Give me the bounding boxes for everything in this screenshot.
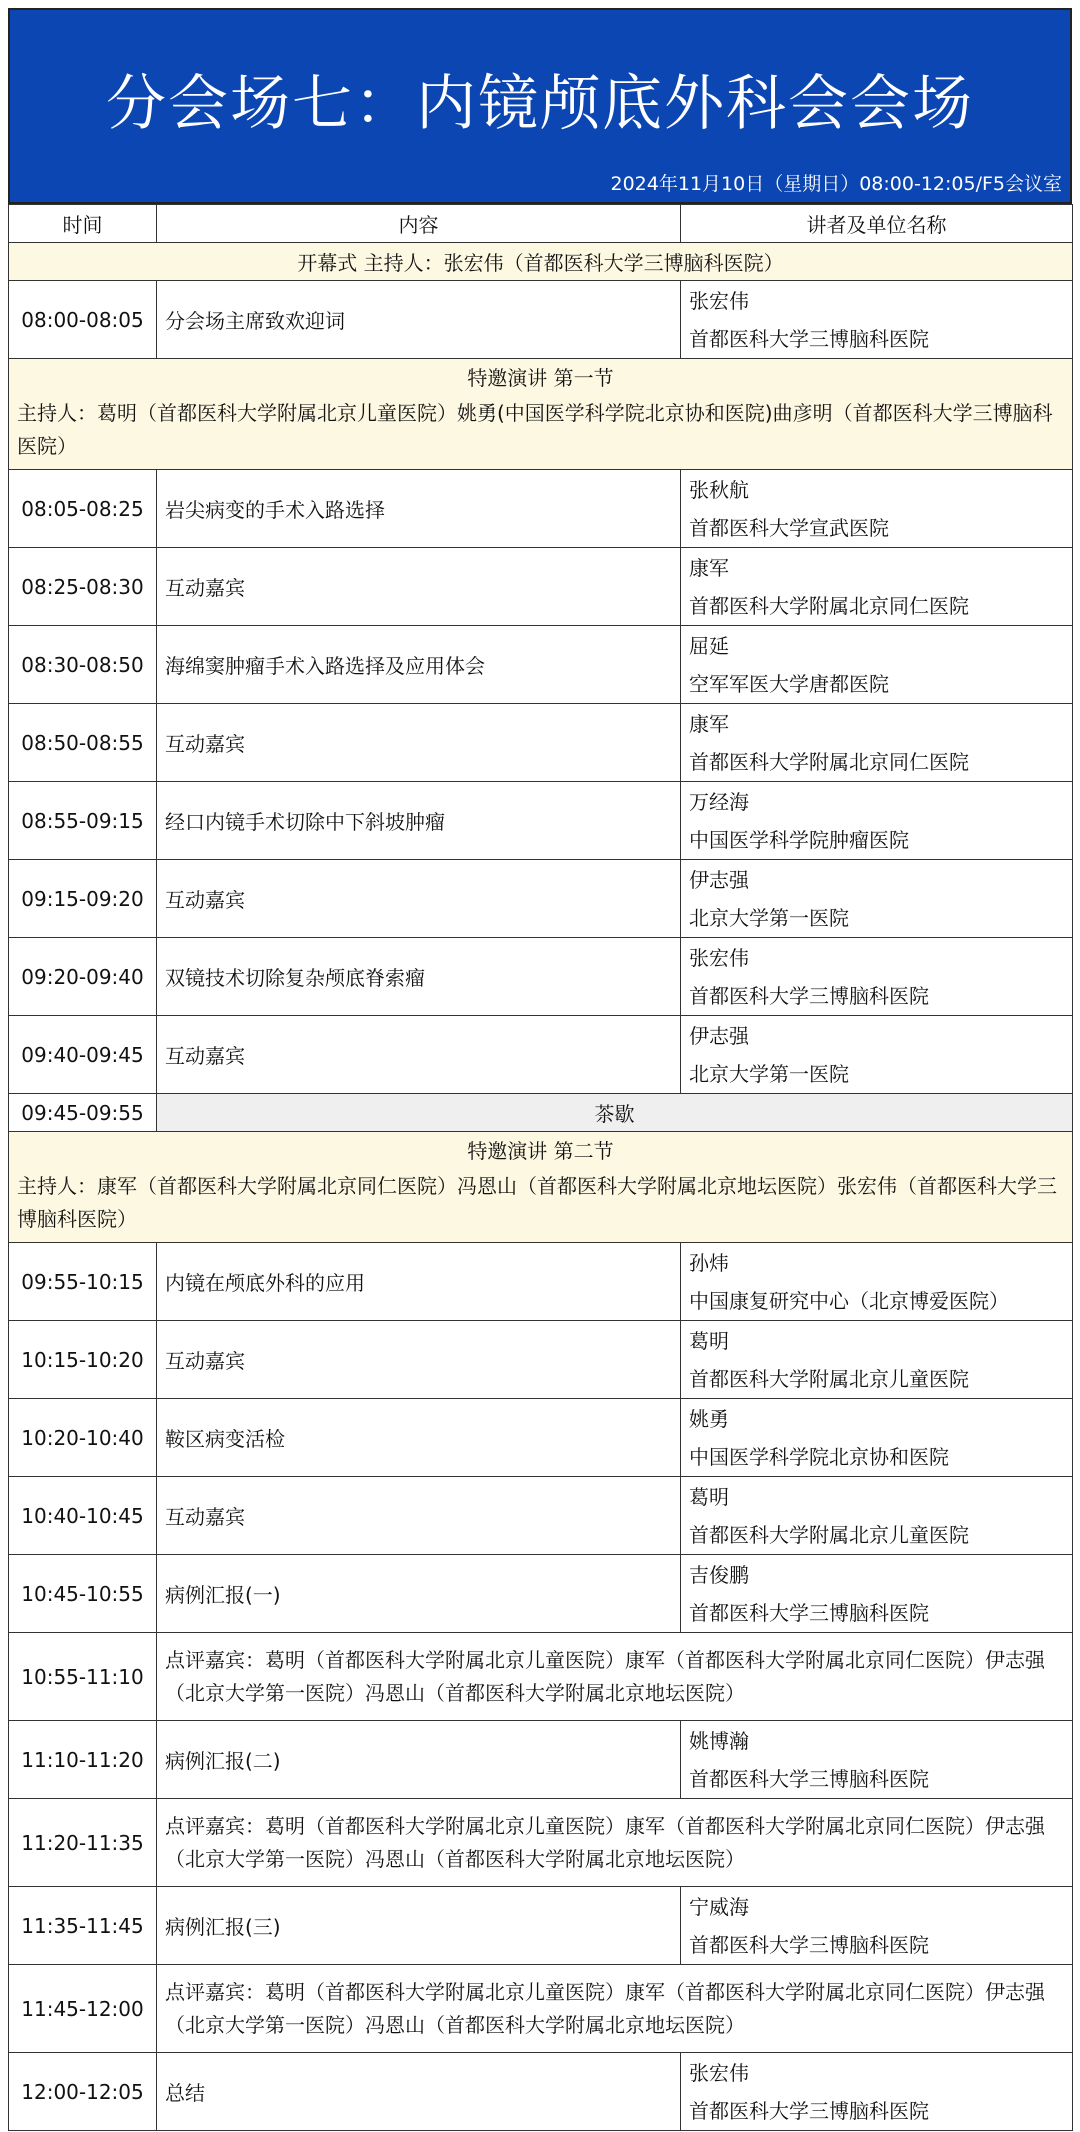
speaker-cell <box>681 281 1073 359</box>
speaker-name: 孙炜 <box>689 1250 729 1275</box>
section-header-row <box>9 1132 1073 1243</box>
speaker-name: 伊志强 <box>689 867 749 892</box>
speaker-org: 中国医学科学院北京协和医院 <box>689 1444 949 1469</box>
section-title: 特邀演讲 第二节 <box>467 1139 614 1163</box>
time-cell: 10:40-10:45 <box>9 1477 157 1555</box>
speaker-name: 伊志强 <box>689 1023 749 1048</box>
page-title: 分会场七：内镜颅底外科会会场 <box>106 69 974 139</box>
speaker-cell <box>681 1477 1073 1555</box>
time-cell: 08:50-08:55 <box>9 704 157 782</box>
time-cell: 11:45-12:00 <box>9 1965 157 2053</box>
speaker-org: 首都医科大学三博脑科医院 <box>689 1600 929 1625</box>
speaker-cell <box>681 860 1073 938</box>
time-cell: 08:25-08:30 <box>9 548 157 626</box>
speaker-name: 姚勇 <box>689 1406 729 1431</box>
speaker-org: 首都医科大学三博脑科医院 <box>689 2098 929 2123</box>
talk-row <box>9 1399 1073 1477</box>
review-panel-cell: 点评嘉宾：葛明（首都医科大学附属北京儿童医院）康军（首都医科大学附属北京同仁医院）伊志强（北京大学第一医院）冯恩山（首都医科大学附属北京地坛医院） <box>157 1799 1073 1887</box>
speaker-cell <box>681 1016 1073 1094</box>
speaker-cell <box>681 704 1073 782</box>
speaker-cell <box>681 1399 1073 1477</box>
speaker-name: 康军 <box>689 555 729 580</box>
section-header-row <box>9 359 1073 470</box>
time-cell: 11:10-11:20 <box>9 1721 157 1799</box>
speaker-cell <box>681 1243 1073 1321</box>
talk-row <box>9 626 1073 704</box>
speaker-name: 康军 <box>689 711 729 736</box>
talk-row <box>9 1016 1073 1094</box>
content-cell: 内镜在颅底外科的应用 <box>157 1243 681 1321</box>
review-row <box>9 1799 1073 1887</box>
speaker-org: 首都医科大学附属北京儿童医院 <box>689 1366 969 1391</box>
speaker-org: 中国医学科学院肿瘤医院 <box>689 827 909 852</box>
content-cell: 病例汇报(一) <box>157 1555 681 1633</box>
header-speaker: 讲者及单位名称 <box>681 205 1073 243</box>
time-cell: 11:20-11:35 <box>9 1799 157 1887</box>
header-content: 内容 <box>157 205 681 243</box>
talk-row <box>9 1555 1073 1633</box>
section-hosts: 主持人：葛明（首都医科大学附属北京儿童医院）姚勇(中国医学科学院北京协和医院)曲彦明（首都医科大学三博脑科医院） <box>17 401 1053 458</box>
speaker-org: 中国康复研究中心（北京博爱医院） <box>689 1288 1009 1313</box>
content-cell: 总结 <box>157 2053 681 2131</box>
break-label: 茶歇 <box>157 1094 1073 1132</box>
time-cell: 08:55-09:15 <box>9 782 157 860</box>
speaker-cell <box>681 1887 1073 1965</box>
talk-row <box>9 281 1073 359</box>
speaker-cell <box>681 2053 1073 2131</box>
speaker-cell <box>681 1555 1073 1633</box>
title-banner <box>8 8 1072 204</box>
content-cell: 互动嘉宾 <box>157 1477 681 1555</box>
content-cell: 分会场主席致欢迎词 <box>157 281 681 359</box>
speaker-org: 首都医科大学三博脑科医院 <box>689 1932 929 1957</box>
talk-row <box>9 548 1073 626</box>
speaker-org: 首都医科大学三博脑科医院 <box>689 1766 929 1791</box>
time-cell: 10:55-11:10 <box>9 1633 157 1721</box>
speaker-org: 首都医科大学三博脑科医院 <box>689 983 929 1008</box>
talk-row <box>9 782 1073 860</box>
talk-row <box>9 470 1073 548</box>
speaker-cell <box>681 548 1073 626</box>
speaker-name: 葛明 <box>689 1328 729 1353</box>
speaker-name: 屈延 <box>689 633 729 658</box>
table-header-row <box>9 205 1073 243</box>
review-row <box>9 1965 1073 2053</box>
schedule-page <box>8 0 1072 2131</box>
talk-row <box>9 1721 1073 1799</box>
content-cell: 海绵窦肿瘤手术入路选择及应用体会 <box>157 626 681 704</box>
schedule-table <box>8 204 1073 2131</box>
time-cell: 08:05-08:25 <box>9 470 157 548</box>
speaker-name: 宁威海 <box>689 1894 749 1919</box>
time-cell: 12:00-12:05 <box>9 2053 157 2131</box>
speaker-name: 万经海 <box>689 789 749 814</box>
time-cell: 08:00-08:05 <box>9 281 157 359</box>
speaker-name: 葛明 <box>689 1484 729 1509</box>
speaker-org: 首都医科大学附属北京儿童医院 <box>689 1522 969 1547</box>
content-cell: 互动嘉宾 <box>157 1016 681 1094</box>
time-cell: 10:20-10:40 <box>9 1399 157 1477</box>
review-panel-cell: 点评嘉宾：葛明（首都医科大学附属北京儿童医院）康军（首都医科大学附属北京同仁医院）伊志强（北京大学第一医院）冯恩山（首都医科大学附属北京地坛医院） <box>157 1965 1073 2053</box>
content-cell: 双镜技术切除复杂颅底脊索瘤 <box>157 938 681 1016</box>
talk-row <box>9 860 1073 938</box>
review-panel-cell: 点评嘉宾：葛明（首都医科大学附属北京儿童医院）康军（首都医科大学附属北京同仁医院）伊志强（北京大学第一医院）冯恩山（首都医科大学附属北京地坛医院） <box>157 1633 1073 1721</box>
talk-row <box>9 1477 1073 1555</box>
speaker-cell <box>681 626 1073 704</box>
talk-row <box>9 938 1073 1016</box>
speaker-org: 首都医科大学宣武医院 <box>689 515 889 540</box>
section-hosts: 主持人：康军（首都医科大学附属北京同仁医院）冯恩山（首都医科大学附属北京地坛医院）张宏伟（首都医科大学三博脑科医院） <box>17 1174 1057 1231</box>
speaker-name: 张秋航 <box>689 477 749 502</box>
talk-row <box>9 1887 1073 1965</box>
speaker-cell <box>681 938 1073 1016</box>
time-cell: 09:55-10:15 <box>9 1243 157 1321</box>
speaker-name: 张宏伟 <box>689 2060 749 2085</box>
opening-ceremony-text: 开幕式 主持人：张宏伟（首都医科大学三博脑科医院） <box>9 243 1073 281</box>
time-cell: 11:35-11:45 <box>9 1887 157 1965</box>
opening-ceremony-row <box>9 243 1073 281</box>
speaker-cell <box>681 470 1073 548</box>
content-cell: 互动嘉宾 <box>157 704 681 782</box>
content-cell: 经口内镜手术切除中下斜坡肿瘤 <box>157 782 681 860</box>
speaker-name: 张宏伟 <box>689 945 749 970</box>
talk-row <box>9 704 1073 782</box>
speaker-cell <box>681 1721 1073 1799</box>
speaker-name: 吉俊鹏 <box>689 1562 749 1587</box>
speaker-org: 首都医科大学附属北京同仁医院 <box>689 749 969 774</box>
content-cell: 病例汇报(三) <box>157 1887 681 1965</box>
section-header-cell <box>9 1132 1073 1243</box>
time-cell: 09:40-09:45 <box>9 1016 157 1094</box>
content-cell: 鞍区病变活检 <box>157 1399 681 1477</box>
header-time: 时间 <box>9 205 157 243</box>
talk-row <box>9 1321 1073 1399</box>
content-cell: 互动嘉宾 <box>157 1321 681 1399</box>
time-cell: 10:15-10:20 <box>9 1321 157 1399</box>
speaker-name: 张宏伟 <box>689 288 749 313</box>
section-title: 特邀演讲 第一节 <box>467 366 614 390</box>
speaker-org: 首都医科大学三博脑科医院 <box>689 326 929 351</box>
talk-row <box>9 1243 1073 1321</box>
speaker-org: 首都医科大学附属北京同仁医院 <box>689 593 969 618</box>
talk-row <box>9 2053 1073 2131</box>
speaker-cell <box>681 782 1073 860</box>
time-cell: 10:45-10:55 <box>9 1555 157 1633</box>
content-cell: 岩尖病变的手术入路选择 <box>157 470 681 548</box>
content-cell: 互动嘉宾 <box>157 860 681 938</box>
speaker-org: 北京大学第一医院 <box>689 905 849 930</box>
time-cell: 09:45-09:55 <box>9 1094 157 1132</box>
time-cell: 08:30-08:50 <box>9 626 157 704</box>
review-row <box>9 1633 1073 1721</box>
speaker-org: 空军军医大学唐都医院 <box>689 671 889 696</box>
content-cell: 病例汇报(二) <box>157 1721 681 1799</box>
content-cell: 互动嘉宾 <box>157 548 681 626</box>
speaker-name: 姚博瀚 <box>689 1728 749 1753</box>
break-row <box>9 1094 1073 1132</box>
time-cell: 09:15-09:20 <box>9 860 157 938</box>
speaker-org: 北京大学第一医院 <box>689 1061 849 1086</box>
speaker-cell <box>681 1321 1073 1399</box>
date-venue-line: 2024年11月10日（星期日）08:00-12:05/F5会议室 <box>610 173 1062 195</box>
time-cell: 09:20-09:40 <box>9 938 157 1016</box>
section-header-cell <box>9 359 1073 470</box>
